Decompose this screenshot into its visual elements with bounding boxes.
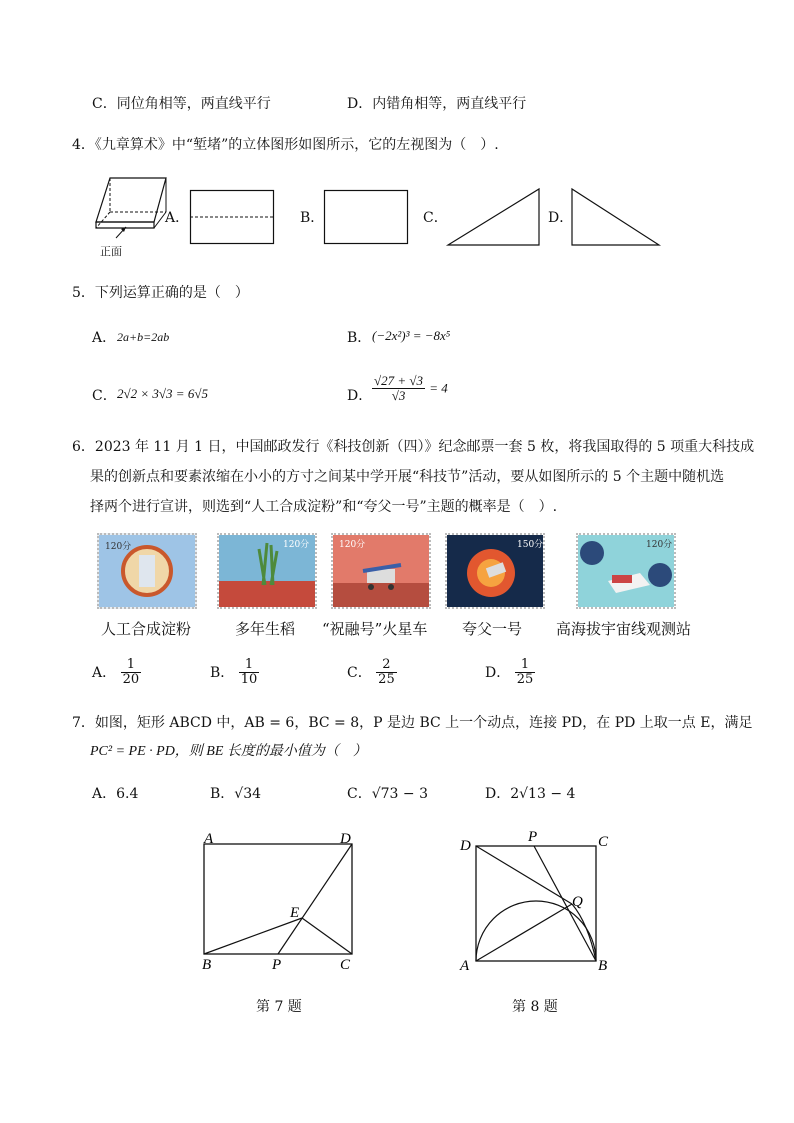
svg-text:120分: 120分: [646, 540, 673, 550]
q5-option-c-label: C．: [92, 388, 117, 404]
q4-option-a-figure: [190, 190, 274, 244]
q6-line-3: 择两个进行宣讲，则选到“人工合成淀粉”和“夸父一号”主题的概率是（ ）.: [90, 499, 558, 515]
svg-text:120分: 120分: [283, 540, 310, 550]
q5-option-c: 2√2 × 3√3 = 6√5: [117, 386, 208, 401]
stamp-perennial-rice: [217, 533, 317, 609]
stamp-zhurong-rover: [331, 533, 431, 609]
q4-stem: 4．《九章算术》中“堑堵”的立体图形如图所示，它的左视图为（ ）.: [72, 137, 499, 153]
q4-option-d-label: D．: [548, 210, 574, 226]
stamp-artificial-starch: [97, 533, 197, 609]
figure-7: [190, 826, 370, 976]
q4-option-c-label: C．: [423, 210, 448, 226]
stamp-caption-4: 夸父一号: [462, 620, 523, 638]
fig8-label-d: D: [460, 838, 471, 854]
q6-option-b-label: B．: [210, 664, 235, 681]
fig7-label-b: B: [202, 957, 212, 973]
svg-text:120分: 120分: [339, 540, 366, 550]
q6-option-b-den: 10: [240, 672, 258, 688]
q5-stem: 5．下列运算正确的是（ ）: [72, 285, 249, 301]
q5-option-d-rhs: = 4: [429, 380, 448, 396]
q6-line-2: 果的创新点和要素浓缩在小小的方寸之间某中学开展“科技节”活动，要从如图所示的 5 个主题中随机选: [90, 469, 725, 485]
fig8-label-q: Q: [572, 894, 583, 910]
stamp-caption-1: 人工合成淀粉: [101, 620, 192, 638]
q7-option-b: B．√34: [210, 786, 262, 802]
fig7-label-p: P: [272, 957, 282, 973]
q6-option-d-num: 1: [515, 658, 536, 673]
q6-option-c-label: C．: [347, 664, 372, 681]
q6-option-d-den: 25: [516, 672, 534, 688]
stamp-caption-5: 高海拔宇宙线观测站: [556, 620, 692, 638]
q6-option-b-num: 1: [239, 658, 260, 673]
q4-option-d-figure: [571, 188, 660, 246]
q6-option-a-den: 20: [122, 672, 140, 688]
figure-7-caption: 第 7 题: [256, 999, 302, 1015]
q4-option-b-label: B．: [300, 210, 325, 226]
q7-option-d: D．2√13 − 4: [485, 786, 576, 802]
q6-option-a-label: A．: [92, 664, 117, 681]
stamp-lhaaso-observatory: [576, 533, 676, 609]
fig7-label-c: C: [340, 957, 351, 973]
q5-option-b: (−2x²)³ = −8x⁵: [372, 328, 451, 343]
q3-option-d: D．内错角相等，两直线平行: [347, 96, 527, 112]
q5-option-b-label: B．: [347, 330, 372, 346]
figure-8: [458, 828, 618, 978]
fig7-label-d: D: [340, 831, 351, 847]
q5-option-d: [372, 374, 448, 404]
stamp-caption-2: 多年生稻: [235, 620, 296, 638]
fig8-label-b: B: [598, 958, 608, 974]
fig8-label-c: C: [598, 834, 609, 850]
q6-option-a-num: 1: [121, 658, 142, 673]
q6-option-c: [347, 658, 397, 688]
svg-text:150分: 150分: [517, 540, 544, 550]
q6-option-a: [92, 658, 141, 688]
q6-option-c-num: 2: [376, 658, 397, 673]
svg-text:120分: 120分: [105, 542, 132, 552]
fig8-label-p: P: [528, 829, 538, 845]
q6-option-b: [210, 658, 259, 688]
q7-line-1: 7．如图，矩形 ABCD 中，AB = 6，BC = 8，P 是边 BC 上一个动点，连接 PD，在 PD 上取一点 E，满足: [72, 715, 753, 731]
q5-option-d-label: D．: [347, 388, 373, 404]
q6-line-1: 6．2023 年 11 月 1 日，中国邮政发行《科技创新（四）》纪念邮票一套 5 枚，将我国取得的 5 项重大科技成: [72, 439, 755, 455]
q4-option-b-figure: [324, 190, 408, 244]
q5-option-d-denominator: √3: [391, 388, 406, 404]
front-view-label: 正面: [100, 245, 122, 258]
stamp-kuafu-1: [445, 533, 545, 609]
q6-option-d-label: D．: [485, 664, 511, 681]
q5-option-a: 2a+b=2ab: [117, 330, 170, 344]
q7-option-c: C．√73 − 3: [347, 786, 428, 802]
figure-8-caption: 第 8 题: [512, 999, 558, 1015]
q6-option-d: [485, 658, 535, 688]
q7-option-a: A．6.4: [92, 786, 139, 802]
fig8-label-a: A: [460, 958, 470, 974]
q6-option-c-den: 25: [378, 672, 395, 688]
q4-option-c-figure: [447, 188, 540, 246]
stamp-caption-3: “祝融号”火星车: [322, 620, 428, 638]
q5-option-a-label: A．: [92, 330, 117, 346]
q4-option-a-label: A．: [165, 210, 190, 226]
q7-line-2: PC² = PE · PD，则 BE 长度的最小值为（ ）: [90, 744, 367, 759]
q5-option-d-numerator: √27 + √3: [374, 373, 424, 388]
q3-option-c: C．同位角相等，两直线平行: [92, 96, 271, 112]
fig7-label-a: A: [204, 831, 214, 847]
fig7-label-e: E: [290, 905, 300, 921]
